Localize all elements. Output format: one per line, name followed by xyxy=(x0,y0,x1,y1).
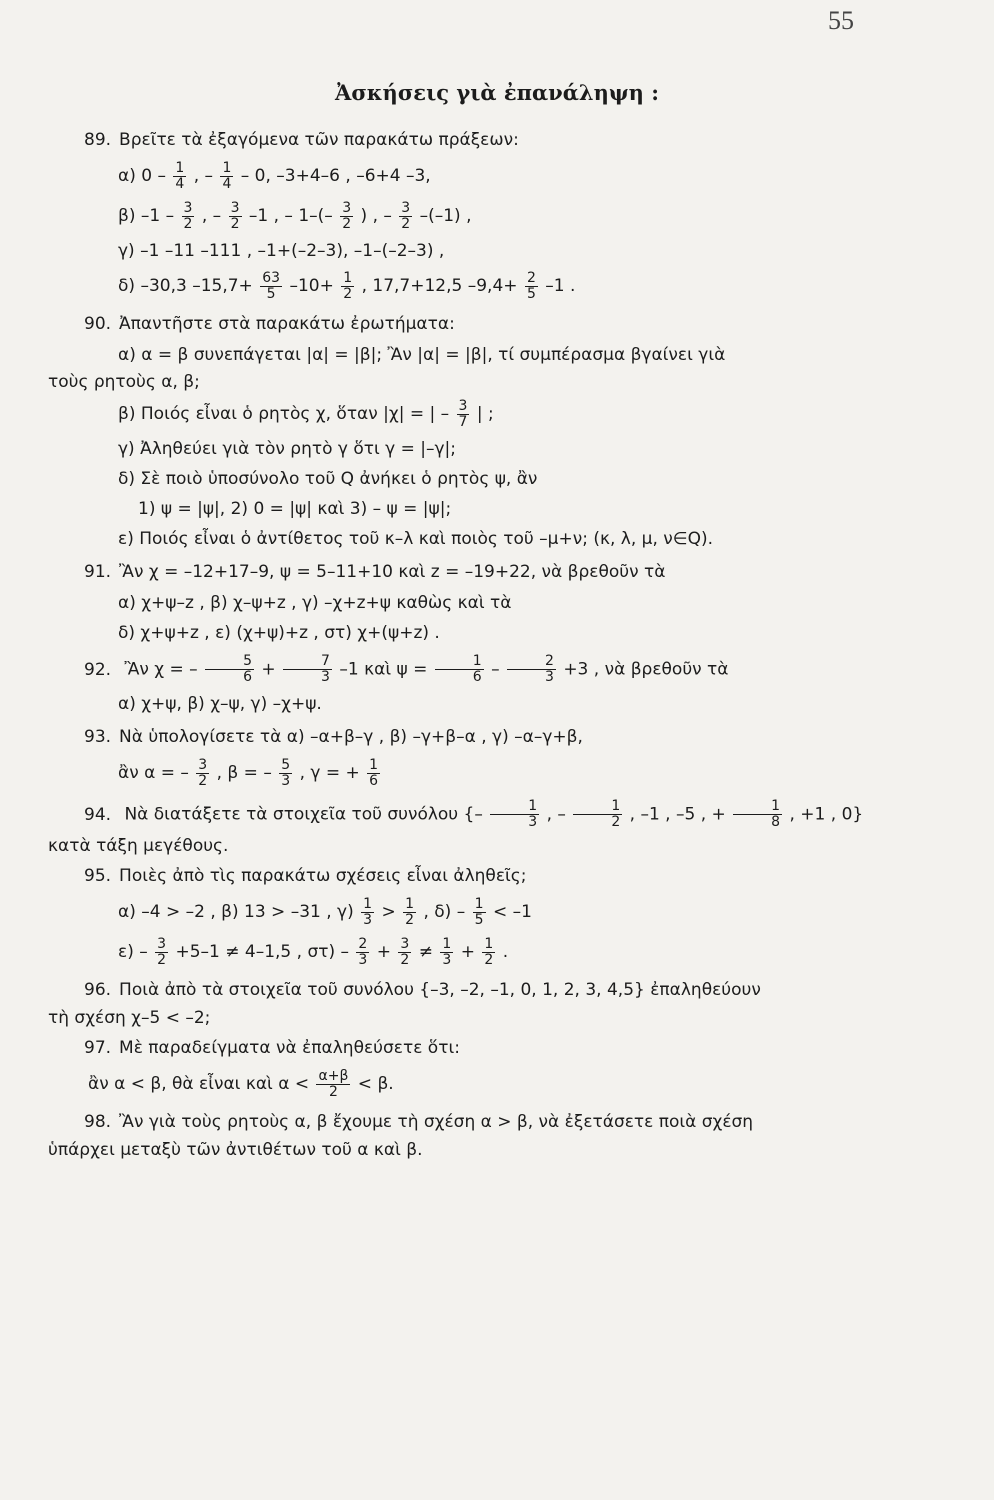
denominator: 3 xyxy=(363,911,373,928)
numerator: 1 xyxy=(405,895,415,912)
exercise-96 xyxy=(48,978,878,1030)
exercise-91-line2 xyxy=(48,618,878,648)
exercise-number: 96. xyxy=(84,980,112,1000)
expr-text: +3 , νὰ βρεθοῦν τὰ xyxy=(563,659,729,680)
fraction xyxy=(525,271,538,302)
page-number: 55 xyxy=(828,6,854,35)
expr-text: , – xyxy=(546,804,566,825)
numerator: 5 xyxy=(205,654,254,670)
numerator: 1 xyxy=(490,799,539,815)
exercise-number: 95. xyxy=(84,866,112,886)
denominator: 2 xyxy=(183,215,193,232)
denominator: 3 xyxy=(442,951,452,968)
fraction xyxy=(367,758,380,789)
denominator: 7 xyxy=(458,413,468,430)
exercise-number: 92. xyxy=(84,659,112,680)
denominator: 2 xyxy=(405,911,415,928)
exercise-text: Ποιὰ ἀπὸ τὰ στοιχεῖα τοῦ συνόλου {–3, –2, –1, 0, 1, 2, 3, 4,5} ἐπαληθεύουν xyxy=(119,980,761,1000)
expr-text: , γ = + xyxy=(299,763,360,783)
exercise-90-b xyxy=(48,394,878,434)
exercise-number: 89. xyxy=(84,130,112,150)
denominator: 8 xyxy=(771,814,781,830)
exercise-94-cont: κατὰ τάξη μεγέθους. xyxy=(48,836,229,856)
expr-text: β) Ποιός εἶναι ὁ ρητὸς χ, ὅταν |χ| = | – xyxy=(118,404,450,424)
item-label: α) xyxy=(118,166,136,186)
expr-text: , β = – xyxy=(216,763,272,783)
fraction xyxy=(440,937,453,968)
exercise-95 xyxy=(48,864,878,972)
fraction xyxy=(341,271,354,302)
numerator: 1 xyxy=(442,935,452,952)
expr-text: ) , – xyxy=(360,206,392,226)
denominator: 6 xyxy=(243,669,252,685)
exercise-98-cont: ὑπάρχει μεταξὺ τῶν ἀντιθέτων τοῦ α καὶ β. xyxy=(48,1140,423,1160)
exercise-94 xyxy=(48,799,878,858)
expr-text: 1) ψ = |ψ|, 2) 0 = |ψ| καὶ 3) – ψ = |ψ|; xyxy=(138,499,452,519)
numerator: 63 xyxy=(262,269,281,286)
exercise-90-d xyxy=(48,464,878,494)
expr-text: , δ) – xyxy=(423,902,466,922)
fraction xyxy=(361,897,374,928)
fraction xyxy=(356,937,369,968)
denominator: 2 xyxy=(157,951,167,968)
denominator: 3 xyxy=(544,669,554,685)
fraction xyxy=(229,201,242,232)
expr-text: α) α = β συνεπάγεται |α| = |β|; Ἂν |α| = |β|, τί συμπέρασμα βγαίνει γιὰ xyxy=(118,345,726,365)
exercise-90-a xyxy=(48,340,878,370)
expr-text: ≠ xyxy=(418,942,433,962)
numerator: 2 xyxy=(358,935,368,952)
exercise-text: Μὲ παραδείγματα νὰ ἐπαληθεύσετε ὅτι: xyxy=(119,1038,460,1058)
fraction xyxy=(279,758,292,789)
numerator: 3 xyxy=(157,935,167,952)
exercise-92-line1 xyxy=(48,689,878,719)
exercise-93-cond xyxy=(48,753,878,793)
expr-text: ἂν α = – xyxy=(118,763,189,783)
fraction xyxy=(205,654,254,685)
exercise-89-a xyxy=(48,156,878,196)
exercise-98 xyxy=(48,1110,878,1162)
numerator: 2 xyxy=(507,654,556,670)
numerator: 3 xyxy=(230,199,240,216)
expr-text: δ) Σὲ ποιὸ ὑποσύνολο τοῦ Q ἀνήκει ὁ ρητὸς ψ, ἂν xyxy=(118,469,538,489)
expr-text: | ; xyxy=(476,404,494,424)
numerator: 1 xyxy=(435,654,484,670)
expr-text: + xyxy=(376,942,391,962)
exercise-93 xyxy=(48,725,878,793)
exercise-91-line1 xyxy=(48,588,878,618)
expr-text: α) χ+ψ, β) χ–ψ, γ) –χ+ψ. xyxy=(118,694,322,714)
fraction xyxy=(220,161,233,192)
expr-text: . xyxy=(502,942,509,962)
numerator: 1 xyxy=(474,895,484,912)
expr-text: > xyxy=(381,902,396,922)
denominator: 2 xyxy=(400,951,410,968)
numerator: 1 xyxy=(175,159,185,176)
expr-text: 0 – xyxy=(141,166,166,186)
expr-text: Ἂν χ = – xyxy=(124,659,198,680)
expr-text: + xyxy=(261,659,276,680)
numerator: 3 xyxy=(198,756,208,773)
expr-text: , – xyxy=(193,166,214,186)
fraction xyxy=(173,161,186,192)
numerator: 1 xyxy=(363,895,373,912)
denominator: 5 xyxy=(526,285,536,302)
expr-text: ἂν α < β, θὰ εἶναι καὶ α < xyxy=(88,1074,310,1094)
fraction xyxy=(490,799,539,830)
denominator: 5 xyxy=(474,911,484,928)
expr-text: + xyxy=(460,942,475,962)
expr-text: +5–1 ≠ 4–1,5 , στ) – xyxy=(175,942,350,962)
exercise-97 xyxy=(48,1036,878,1104)
expr-text: Νὰ διατάξετε τὰ στοιχεῖα τοῦ συνόλου {– xyxy=(124,804,483,825)
exercise-90-g xyxy=(48,434,878,464)
exercise-90-a-cont: τοὺς ρητοὺς α, β; xyxy=(48,372,200,392)
numerator: 5 xyxy=(281,756,291,773)
fraction xyxy=(155,937,168,968)
exercise-number: 91. xyxy=(84,562,112,582)
denominator: 2 xyxy=(484,951,494,968)
item-label: γ) xyxy=(118,241,135,261)
expr-text: –10+ xyxy=(289,276,334,296)
fraction xyxy=(260,271,282,302)
denominator: 2 xyxy=(328,1083,338,1100)
denominator: 2 xyxy=(230,215,240,232)
numerator: 3 xyxy=(342,199,352,216)
exercise-89 xyxy=(48,128,878,306)
fraction xyxy=(283,654,332,685)
fraction xyxy=(398,937,411,968)
fraction xyxy=(316,1069,350,1100)
numerator: 1 xyxy=(733,799,782,815)
exercise-text: Ἂν γιὰ τοὺς ρητοὺς α, β ἔχουμε τὴ σχέση α > β, νὰ ἐξετάσετε ποιὰ σχέση xyxy=(119,1112,754,1132)
expr-text: α) χ+ψ–z , β) χ–ψ+z , γ) –χ+z+ψ καθὼς καὶ τὰ xyxy=(118,593,512,613)
denominator: 5 xyxy=(266,285,276,302)
denominator: 2 xyxy=(611,814,621,830)
expr-text: – 0, –3+4–6 , –6+4 –3, xyxy=(240,166,431,186)
expr-text: < β. xyxy=(357,1074,394,1094)
expr-text: –1 –11 –111 , –1+(–2–3), –1–(–2–3) , xyxy=(140,241,445,261)
numerator: 3 xyxy=(183,199,193,216)
expr-text: –1 . xyxy=(545,276,576,296)
exercise-89-d xyxy=(48,266,878,306)
numerator: 2 xyxy=(526,269,536,286)
denominator: 3 xyxy=(321,669,330,685)
numerator: 1 xyxy=(222,159,232,176)
exercise-96-cont: τὴ σχέση χ–5 < –2; xyxy=(48,1008,211,1028)
numerator: 1 xyxy=(484,935,494,952)
exercise-text: Ποιὲς ἀπὸ τὶς παρακάτω σχέσεις εἶναι ἀληθεῖς; xyxy=(119,866,527,886)
expr-text: –1 – xyxy=(140,206,175,226)
denominator: 2 xyxy=(401,215,411,232)
denominator: 2 xyxy=(343,285,353,302)
fraction xyxy=(196,758,209,789)
item-label: δ) xyxy=(118,276,136,296)
expr-text: – xyxy=(491,659,500,680)
exercise-text: Ἀπαντῆστε στὰ παρακάτω ἐρωτήματα: xyxy=(119,314,455,334)
numerator: 3 xyxy=(400,935,410,952)
fraction xyxy=(457,399,470,430)
denominator: 2 xyxy=(342,215,352,232)
denominator: 4 xyxy=(175,175,185,192)
denominator: 4 xyxy=(222,175,232,192)
denominator: 3 xyxy=(281,772,291,789)
expr-text: , – xyxy=(201,206,222,226)
fraction xyxy=(507,654,556,685)
numerator: 3 xyxy=(458,397,468,414)
expr-text: δ) χ+ψ+z , ε) (χ+ψ)+z , στ) χ+(ψ+z) . xyxy=(118,623,440,643)
exercise-number: 97. xyxy=(84,1038,112,1058)
fraction xyxy=(482,937,495,968)
exercise-text: Ἂν χ = –12+17–9, ψ = 5–11+10 καὶ z = –19+22, νὰ βρεθοῦν τὰ xyxy=(119,562,666,582)
expr-text: , –1 , –5 , + xyxy=(629,804,726,825)
denominator: 3 xyxy=(358,951,368,968)
section-title: Ἀσκήσεις γιὰ ἐπανάληψη : xyxy=(335,80,659,105)
exercise-95-line1 xyxy=(48,892,878,932)
exercise-number: 94. xyxy=(84,804,112,825)
expr-text: α) –4 > –2 , β) 13 > –31 , γ) xyxy=(118,902,354,922)
denominator: 6 xyxy=(472,669,482,685)
fraction xyxy=(182,201,195,232)
expr-text: –30,3 –15,7+ xyxy=(140,276,253,296)
denominator: 3 xyxy=(528,814,538,830)
fraction xyxy=(435,654,484,685)
numerator: α+β xyxy=(318,1067,349,1084)
exercise-90-d-sub xyxy=(48,494,878,524)
exercise-89-b xyxy=(48,196,878,236)
fraction xyxy=(340,201,353,232)
exercise-number: 90. xyxy=(84,314,112,334)
exercise-91 xyxy=(48,560,878,648)
numerator: 1 xyxy=(573,799,622,815)
numerator: 1 xyxy=(343,269,353,286)
exercise-90 xyxy=(48,312,878,554)
expr-text: ε) Ποιός εἶναι ὁ ἀντίθετος τοῦ κ–λ καὶ ποιὸς τοῦ –μ+ν; (κ, λ, μ, ν∈Q). xyxy=(118,529,713,549)
expr-text: < –1 xyxy=(492,902,532,922)
exercise-92 xyxy=(48,654,878,719)
numerator: 1 xyxy=(369,756,379,773)
fraction xyxy=(399,201,412,232)
exercise-89-g xyxy=(48,236,878,266)
numerator: 3 xyxy=(401,199,411,216)
expr-text: ε) – xyxy=(118,942,148,962)
exercise-list xyxy=(48,128,878,1168)
denominator: 2 xyxy=(198,772,208,789)
expr-text: , 17,7+12,5 –9,4+ xyxy=(361,276,518,296)
exercise-text: Βρεῖτε τὰ ἐξαγόμενα τῶν παρακάτω πράξεων: xyxy=(119,130,519,150)
expr-text: –1 , – 1–(– xyxy=(248,206,333,226)
exercise-number: 98. xyxy=(84,1112,112,1132)
item-label: β) xyxy=(118,206,136,226)
exercise-number: 93. xyxy=(84,727,112,747)
numerator: 7 xyxy=(283,654,332,670)
fraction xyxy=(573,799,622,830)
expr-text: , +1 , 0} xyxy=(789,804,864,825)
exercise-text: Νὰ ὑπολογίσετε τὰ α) –α+β–γ , β) –γ+β–α , γ) –α–γ+β, xyxy=(119,727,583,747)
fraction xyxy=(733,799,782,830)
expr-text: γ) Ἀληθεύει γιὰ τὸν ρητὸ γ ὅτι γ = |–γ|; xyxy=(118,439,457,459)
fraction xyxy=(473,897,486,928)
exercise-90-e xyxy=(48,524,878,554)
denominator: 6 xyxy=(369,772,379,789)
expr-text: –(–1) , xyxy=(419,206,472,226)
exercise-95-line2 xyxy=(48,932,878,972)
expr-text: –1 καὶ ψ = xyxy=(339,659,428,680)
fraction xyxy=(403,897,416,928)
exercise-97-cond xyxy=(48,1064,878,1104)
